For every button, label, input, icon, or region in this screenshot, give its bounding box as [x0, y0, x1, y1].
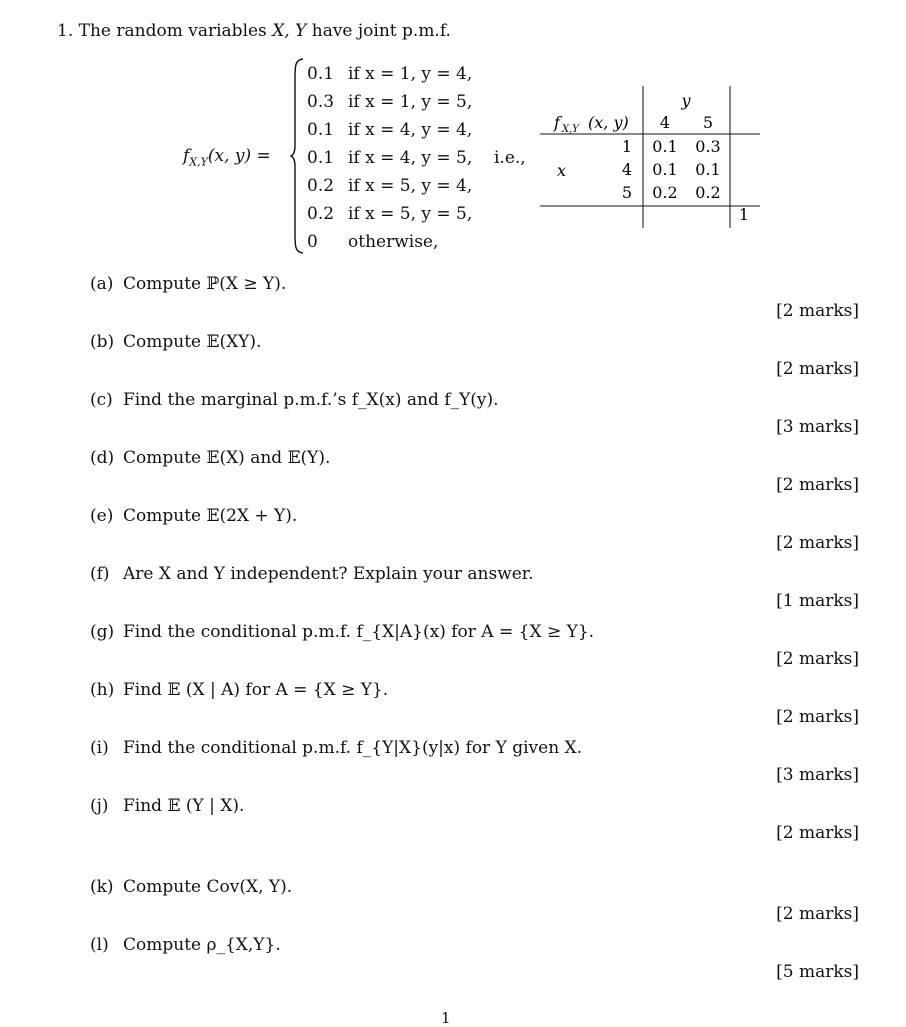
pmf-lhs-subscript: X,Y [189, 155, 208, 169]
part-text: Compute 𝔼(X) and 𝔼(Y). [123, 448, 331, 468]
pmf-case-value: 0.3 [307, 92, 335, 112]
part-marks: [2 marks] [776, 823, 859, 843]
pmf-case-condition: otherwise, [348, 232, 439, 252]
pmf-case-value: 0.1 [307, 64, 335, 84]
part-text: Find 𝔼 (X | A) for A = {X ≥ Y}. [123, 680, 389, 700]
pmf-case-condition: if x = 5, y = 4, [348, 176, 473, 196]
table-cell: 0.2 [695, 183, 721, 202]
pmf-case-condition: if x = 4, y = 5, [348, 148, 473, 168]
table-cell: 0.1 [652, 137, 678, 156]
part-label: (h) [90, 680, 115, 700]
table-corner-args: (x, y) [588, 113, 629, 132]
part-label: (b) [90, 332, 115, 352]
pmf-case-value: 0.2 [307, 176, 335, 196]
stem-text-before: The random variables [78, 21, 273, 41]
part-marks: [3 marks] [776, 765, 859, 785]
table-cell: 0.2 [652, 183, 678, 202]
pmf-case-row [307, 148, 472, 176]
table-cell: 0.1 [695, 160, 721, 179]
part-text: Compute 𝔼(2X + Y). [123, 506, 298, 526]
pmf-case-condition: if x = 1, y = 4, [348, 64, 473, 84]
part-marks: [1 marks] [776, 591, 859, 611]
pmf-case-condition: if x = 4, y = 4, [348, 120, 473, 140]
pmf-lhs-f: f [183, 146, 190, 166]
table-row-var: x [557, 161, 567, 180]
table-corner-f: f [554, 113, 560, 132]
part-marks: [2 marks] [776, 707, 859, 727]
part-label: (a) [90, 274, 114, 294]
part-marks: [2 marks] [776, 301, 859, 321]
ie-label: i.e., [494, 148, 526, 168]
part-label: (k) [90, 877, 114, 897]
part-marks: [2 marks] [776, 359, 859, 379]
page-number: 1 [441, 1009, 451, 1027]
left-brace-icon [290, 58, 304, 254]
pmf-case-value: 0.1 [307, 120, 335, 140]
pmf-case-row [307, 120, 472, 148]
pmf-case-condition: if x = 5, y = 5, [348, 204, 473, 224]
pmf-case-row [307, 64, 472, 92]
part-text: Compute Cov(X, Y). [123, 877, 293, 897]
pmf-case-condition: if x = 1, y = 5, [348, 92, 473, 112]
pmf-lhs-args: (x, y) = [207, 146, 271, 166]
part-marks: [5 marks] [776, 962, 859, 982]
part-text: Compute ℙ(X ≥ Y). [123, 274, 287, 294]
pmf-lhs [183, 146, 271, 168]
part-marks: [2 marks] [776, 475, 859, 495]
table-stray-one: 1 [738, 205, 750, 224]
part-label: (i) [90, 738, 109, 758]
part-marks: [2 marks] [776, 533, 859, 553]
part-text: Are X and Y independent? Explain your answer. [123, 564, 534, 584]
part-text: Find the conditional p.m.f. f_{Y|X}(y|x) for Y given X. [123, 738, 583, 758]
stem-variables: X, Y [272, 21, 307, 41]
part-label: (e) [90, 506, 114, 526]
pmf-case-row [307, 92, 472, 120]
table-col-header: 4 [659, 113, 671, 132]
part-text: Compute 𝔼(XY). [123, 332, 262, 352]
table-cell: 0.1 [652, 160, 678, 179]
table-row-x: 1 [621, 137, 632, 156]
pmf-case-row [307, 204, 472, 232]
table-row-x: 4 [621, 160, 632, 179]
part-label: (f) [90, 564, 110, 584]
question-number: 1. [57, 21, 74, 41]
question-stem [57, 21, 451, 41]
part-label: (c) [90, 390, 113, 410]
part-marks: [2 marks] [776, 649, 859, 669]
table-row-x: 5 [621, 183, 632, 202]
table-corner-sub: X,Y [562, 124, 579, 135]
part-label: (g) [90, 622, 115, 642]
part-text: Find the marginal p.m.f.’s f_X(x) and f_Y(y). [123, 390, 499, 410]
part-marks: [2 marks] [776, 904, 859, 924]
table-col-header: 5 [702, 113, 714, 132]
table-cell: 0.3 [695, 137, 721, 156]
stem-text-after: have joint p.m.f. [306, 21, 451, 41]
part-text: Compute ρ_{X,Y}. [123, 935, 281, 955]
pmf-case-row [307, 232, 438, 260]
part-text: Find the conditional p.m.f. f_{X|A}(x) for A = {X ≥ Y}. [123, 622, 595, 642]
joint-pmf-table [540, 86, 762, 232]
pmf-case-value: 0.2 [307, 204, 335, 224]
pmf-case-value: 0.1 [307, 148, 335, 168]
part-text: Find 𝔼 (Y | X). [123, 796, 245, 816]
pmf-case-row [307, 176, 472, 204]
part-marks: [3 marks] [776, 417, 859, 437]
part-label: (d) [90, 448, 115, 468]
part-label: (j) [90, 796, 109, 816]
pmf-case-value: 0 [307, 232, 318, 252]
table-col-var: y [681, 91, 691, 110]
part-label: (l) [90, 935, 109, 955]
